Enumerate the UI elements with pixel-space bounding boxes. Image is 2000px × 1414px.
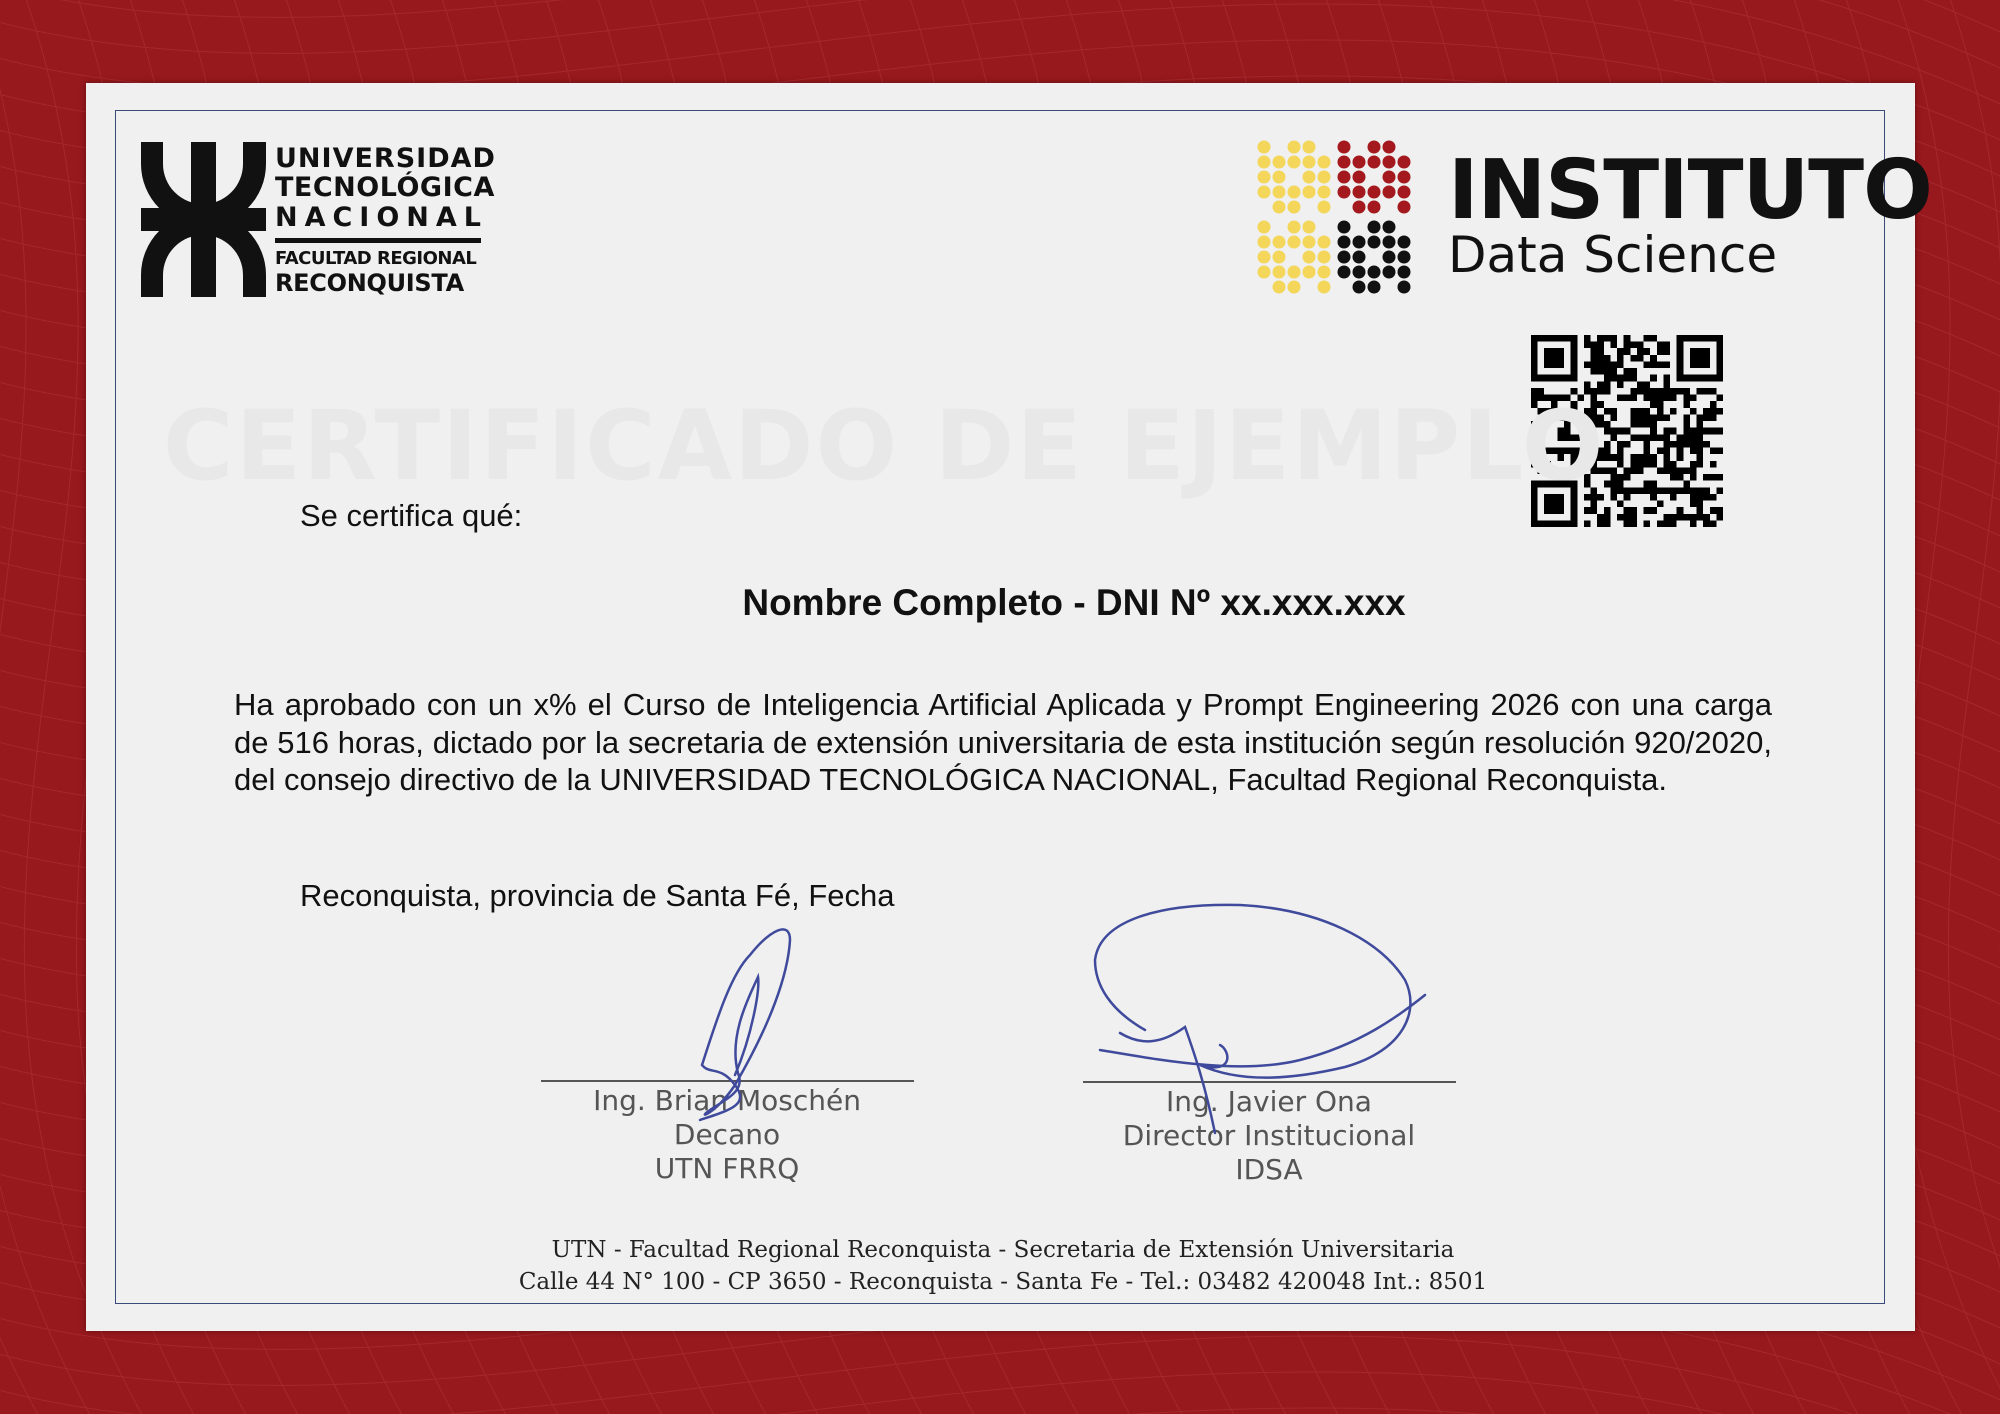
instituto-dots-icon (1257, 140, 1412, 298)
instituto-subtitle: Data Science (1448, 226, 1778, 284)
footer-line-2: Calle 44 N° 100 - CP 3650 - Reconquista - Santa Fe - Tel.: 03482 420048 Int.: 8501 (518, 1269, 1488, 1295)
signer-org-1: UTN FRRQ (654, 1152, 800, 1185)
signer-name-1: Ing. Brian Moschén (593, 1084, 861, 1117)
signer-name-2: Ing. Javier Ona (1166, 1085, 1372, 1118)
place-date: Reconquista, provincia de Santa Fé, Fecha (300, 878, 895, 913)
instituto-logo (1257, 140, 1932, 298)
utn-line4: FACULTAD REGIONAL (275, 248, 477, 269)
footer-line-1: UTN - Facultad Regional Reconquista - Secretaria de Extensión Universitaria (551, 1237, 1455, 1263)
signer-role-2: Director Institucional (1122, 1119, 1416, 1152)
certify-intro: Se certifica qué: (300, 498, 523, 533)
utn-logo (141, 142, 496, 297)
signer-role-1: Decano (673, 1118, 781, 1151)
certificate-body: Ha aprobado con un x% el Curso de Inteligencia Artificial Aplicada y Prompt Engineering 2026 con una carga de 516 horas, dictado por la secretaria de extensión universitaria de esta institución según resolución 920/2020, del consejo directivo de la UNIVERSIDAD TECNOLÓGICA NACIONAL, Facultad Regional Reconquista. (234, 687, 1772, 797)
utn-line2: TECNOLÓGICA (275, 172, 495, 203)
signature-scribble-1 (640, 915, 820, 1130)
utn-line5: RECONQUISTA (275, 269, 464, 297)
signer-org-2: IDSA (1235, 1153, 1303, 1186)
utn-emblem-icon (141, 142, 266, 297)
watermark: CERTIFICADO DE EJEMPLO (163, 390, 1606, 502)
utn-line3: NACIONAL (275, 202, 489, 233)
instituto-title: INSTITUTO (1448, 143, 1932, 238)
utn-divider (275, 238, 481, 243)
recipient-name: Nombre Completo - DNI Nº xx.xxx.xxx (742, 582, 1406, 623)
utn-line1: UNIVERSIDAD (275, 143, 496, 174)
signature-scribble-2 (1080, 895, 1440, 1140)
